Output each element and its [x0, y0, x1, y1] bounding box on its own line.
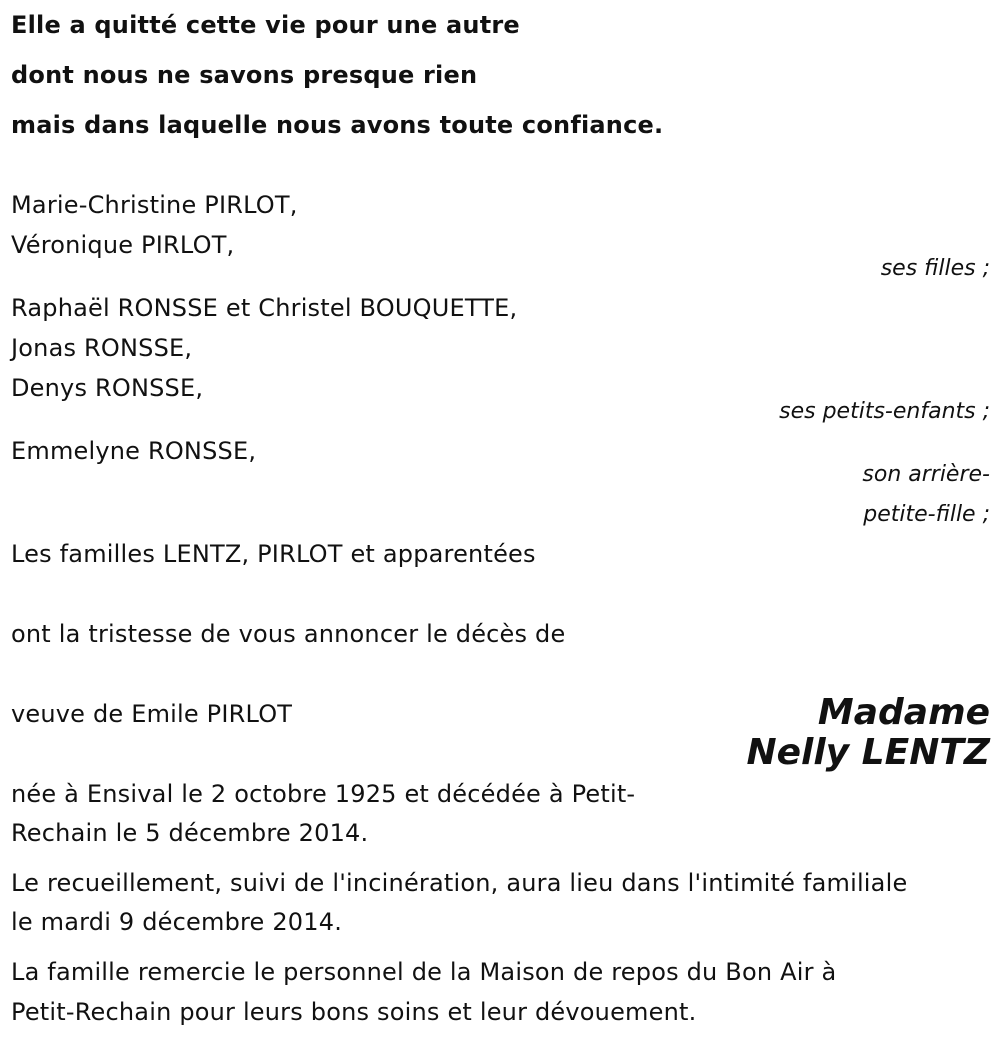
- ceremony-line-1: Le recueillement, suivi de l'incinération, aura lieu dans l'intimité familiale: [11, 869, 908, 897]
- epitaph-line-1: Elle a quitté cette vie pour une autre: [11, 11, 520, 39]
- grandchildren-role: ses petits-enfants ;: [779, 399, 990, 424]
- great-granddaughter-role-line-1: son arrière-: [862, 462, 990, 487]
- families-text: Les familles LENTZ, PIRLOT et apparentées: [11, 540, 536, 568]
- grandchild-name: Raphaël RONSSE et Christel BOUQUETTE,: [11, 294, 518, 322]
- thanks-line-1: La famille remercie le personnel de la Maison de repos du Bon Air à: [11, 958, 837, 986]
- great-granddaughter-name: Emmelyne RONSSE,: [11, 437, 257, 465]
- ceremony-line-2: le mardi 9 décembre 2014.: [11, 908, 343, 936]
- thanks-line-2: Petit-Rechain pour leurs bons soins et leur dévouement.: [11, 998, 697, 1026]
- birth-death-line-1: née à Ensival le 2 octobre 1925 et décédée à Petit-: [11, 780, 636, 808]
- birth-death-line-2: Rechain le 5 décembre 2014.: [11, 819, 369, 847]
- announcement-text: ont la tristesse de vous annoncer le décès de: [11, 620, 566, 648]
- great-granddaughter-role-line-2: petite-fille ;: [863, 502, 990, 527]
- grandchild-name: Denys RONSSE,: [11, 374, 204, 402]
- daughters-role: ses filles ;: [880, 256, 990, 281]
- widow-of-text: veuve de Emile PIRLOT: [11, 700, 293, 728]
- grandchild-name: Jonas RONSSE,: [11, 334, 193, 362]
- deceased-name-block: [746, 693, 990, 773]
- deceased-name: Nelly LENTZ: [746, 732, 990, 773]
- epitaph-line-2: dont nous ne savons presque rien: [11, 61, 478, 89]
- deceased-title: Madame: [817, 692, 990, 733]
- daughter-name: Marie-Christine PIRLOT,: [11, 191, 298, 219]
- epitaph-line-3: mais dans laquelle nous avons toute confiance.: [11, 111, 664, 139]
- daughter-name: Véronique PIRLOT,: [11, 231, 235, 259]
